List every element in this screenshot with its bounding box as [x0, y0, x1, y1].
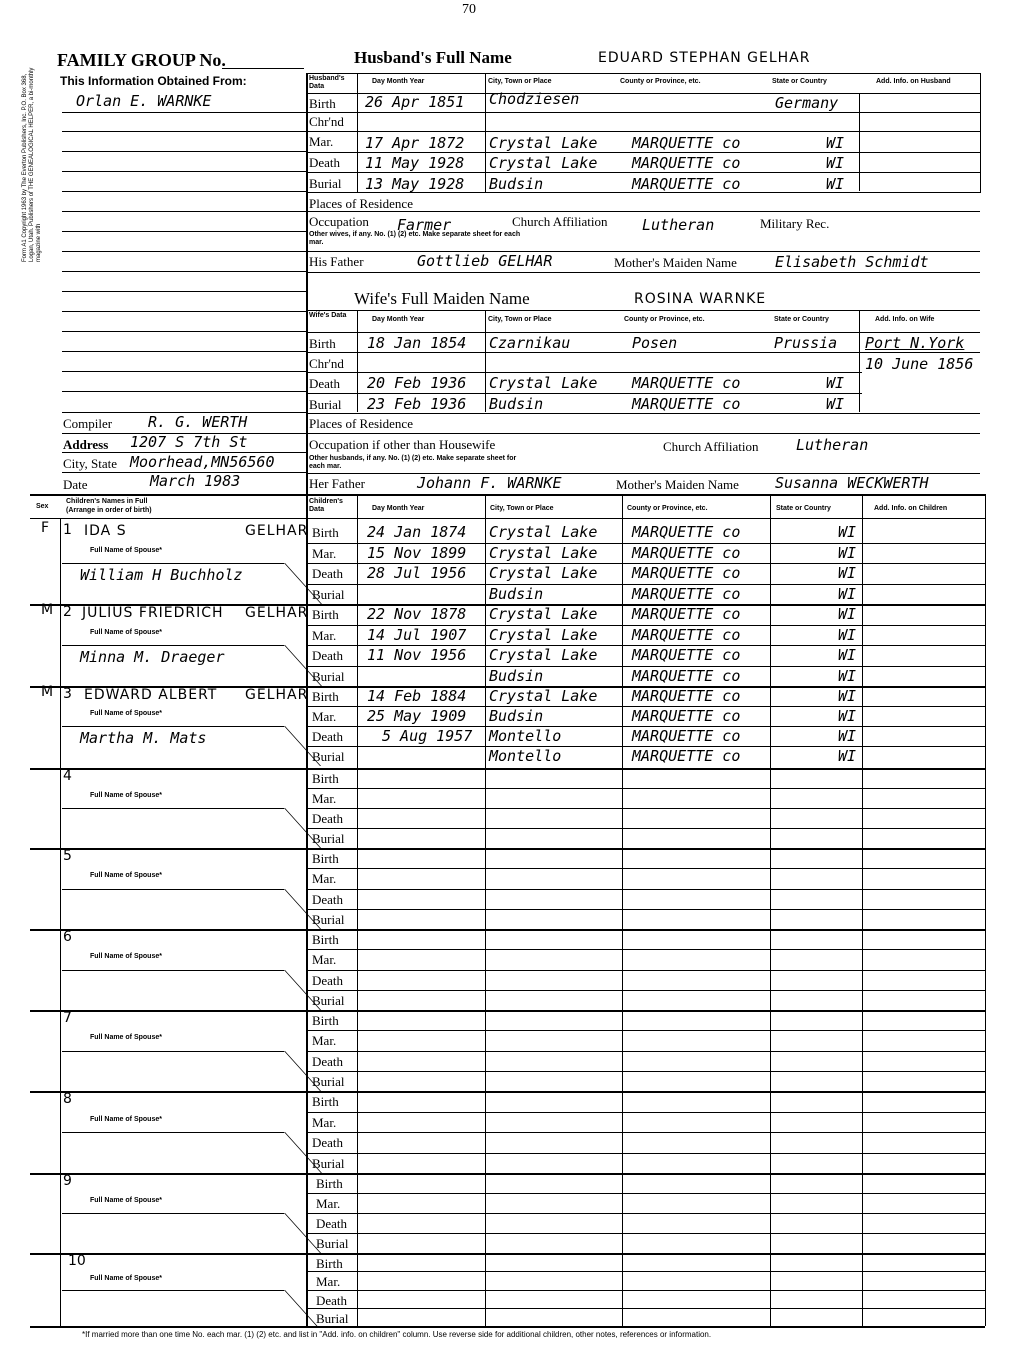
row-label-birth: Birth	[316, 1176, 343, 1191]
spouse-label: Full Name of Spouse*	[90, 872, 162, 880]
event-county: MARQUETTE co	[632, 727, 741, 745]
child-row-line	[306, 1051, 985, 1052]
row-label-burial: Burial	[312, 586, 345, 602]
row-label-burial: Burial	[312, 668, 345, 684]
child-first-name: IDA S	[84, 523, 127, 539]
child-number: 6	[63, 929, 72, 945]
wife-date-col-header: Day Month Year	[372, 316, 425, 323]
spouse-line	[62, 1213, 284, 1214]
row-label-death: Death	[316, 1216, 348, 1231]
child-number: 9	[63, 1173, 72, 1189]
wife-addinfo-col-header: Add. Info. on Wife	[875, 316, 935, 323]
obtained-from-value: Orlan E. WARNKE	[76, 92, 212, 110]
event-state: WI	[838, 687, 857, 705]
spouse-line	[62, 1051, 284, 1052]
row-label-burial: Burial	[312, 1155, 345, 1171]
footnote: *If married more than one time No. each mar. (1) (2) etc. and list in "Add. info. on children" column. Use reverse side for additional children, other notes, references or information.	[82, 1330, 712, 1339]
child-row-line	[306, 1153, 985, 1154]
row-label-death: Death	[312, 729, 344, 744]
husband-mar-city: Crystal Lake	[489, 134, 598, 152]
event-county: MARQUETTE co	[632, 747, 741, 765]
event-date: 22 Nov 1878	[367, 605, 467, 623]
husband-birth-date: 26 Apr 1851	[365, 93, 465, 111]
wife-birth-date: 18 Jan 1854	[367, 334, 467, 352]
event-city: Crystal Lake	[489, 646, 598, 664]
wife-burial-date: 23 Feb 1936	[367, 395, 467, 413]
event-city: Crystal Lake	[489, 605, 598, 623]
row-label-mar: Mar.	[312, 871, 337, 887]
child-row-line	[306, 949, 985, 950]
childrens-data-label: Children's Data	[309, 498, 343, 513]
spouse-label: Full Name of Spouse*	[90, 710, 162, 717]
wife-birth-state: Prussia	[774, 334, 838, 352]
event-city: Budsin	[489, 666, 544, 685]
row-label-death: Death	[312, 648, 344, 663]
child-divider	[30, 768, 985, 770]
obtained-from-label: This Information Obtained From:	[60, 74, 247, 88]
wife-birth-county: Posen	[632, 334, 678, 352]
wife-full-name: ROSINA WARNKE	[634, 291, 767, 307]
event-county: MARQUETTE co	[632, 646, 741, 664]
child-divider	[30, 929, 985, 931]
wife-places-label: Places of Residence	[309, 416, 413, 431]
child-first-name: JULIUS FRIEDRICH	[82, 605, 224, 621]
event-state: WI	[838, 707, 857, 725]
husband-church-label: Church Affiliation	[512, 214, 608, 229]
child-row-line	[306, 889, 985, 890]
husband-death-city: Crystal Lake	[489, 154, 598, 172]
spouse-line	[62, 1290, 284, 1291]
husband-mar-date: 17 Apr 1872	[365, 134, 465, 152]
event-date: 28 Jul 1956	[367, 564, 467, 582]
child-divider	[30, 848, 985, 850]
spouse-line	[62, 726, 284, 727]
event-state: WI	[838, 564, 857, 582]
spouse-label: Full Name of Spouse*	[90, 1197, 162, 1204]
row-label-death: Death	[312, 1135, 344, 1150]
event-city: Crystal Lake	[489, 564, 598, 582]
row-label-burial: Burial	[312, 1073, 345, 1089]
child-divider	[30, 1253, 985, 1255]
child-spouse-name: William H Buchholz	[80, 566, 243, 584]
row-label-mar: Mar.	[312, 545, 337, 561]
event-state: WI	[838, 727, 857, 745]
child-row-line	[306, 970, 985, 971]
row-label-birth: Birth	[312, 689, 339, 704]
row-label-burial: Burial	[316, 1236, 349, 1251]
copyright-side-note: Form A1 Copyright 1963 by The Everton Publishers, Inc. P.O. Box 368, Logan, Utah. Publishers of THE GENEALOGICAL HELPER, a bi-monthly magazine with	[22, 67, 42, 262]
children-names-subheader: (Arrange in order of birth)	[66, 507, 152, 514]
wife-church: Lutheran	[796, 436, 869, 454]
row-label-burial: Burial	[312, 831, 345, 846]
event-state: WI	[838, 584, 857, 603]
child-first-name: EDWARD ALBERT	[84, 687, 218, 703]
husband-state-col-header: State or Country	[772, 78, 827, 85]
event-city: Budsin	[489, 707, 544, 725]
event-state: WI	[838, 523, 857, 541]
husband-birth-city: Chodziesen	[489, 90, 580, 108]
event-state: WI	[838, 747, 857, 765]
child-divider	[30, 1091, 985, 1093]
event-county: MARQUETTE co	[632, 707, 741, 725]
wife-father-label: Her Father	[309, 476, 365, 491]
children-state-col-header: State or Country	[776, 505, 831, 512]
event-city: Budsin	[489, 584, 544, 603]
wife-burial-county: MARQUETTE co	[632, 395, 741, 413]
spouse-label: Full Name of Spouse*	[90, 546, 162, 554]
event-date: 14 Jul 1907	[367, 625, 467, 644]
row-label-birth: Birth	[312, 932, 339, 947]
children-names-header: Children's Names in Full	[66, 498, 148, 505]
row-label-birth: Birth	[312, 851, 339, 866]
wife-name-label: Wife's Full Maiden Name	[354, 289, 530, 308]
row-label-mar: Mar.	[312, 627, 337, 643]
event-county: MARQUETTE co	[632, 687, 741, 705]
child-surname: GELHAR	[245, 605, 309, 621]
event-city: Crystal Lake	[489, 523, 598, 541]
spouse-label: Full Name of Spouse*	[90, 792, 162, 799]
husband-occupation-label: Occupation	[309, 214, 369, 229]
child-spouse-name: Minna M. Draeger	[80, 648, 225, 666]
wife-state-col-header: State or Country	[774, 316, 829, 323]
child-surname: GELHAR	[245, 687, 309, 703]
husband-full-name: EDUARD STEPHAN GELHAR	[598, 50, 811, 66]
row-label-death: Death	[316, 1292, 348, 1308]
child-row-line	[306, 1308, 985, 1309]
row-label-death: Death	[312, 566, 344, 581]
child-divider	[30, 1173, 985, 1175]
wife-burial-city: Budsin	[489, 395, 544, 413]
child-row-line	[306, 1132, 985, 1133]
row-label-mar: Mar.	[312, 791, 337, 806]
spouse-line	[62, 889, 284, 890]
child-row-line	[306, 909, 985, 910]
husband-father: Gottlieb GELHAR	[417, 252, 553, 270]
husband-burial-date: 13 May 1928	[365, 175, 465, 193]
event-state: WI	[838, 543, 857, 562]
child-sex: F	[41, 520, 50, 536]
wife-birth-label: Birth	[309, 336, 336, 351]
wife-father: Johann F. WARNKE	[417, 474, 562, 492]
husband-military-label: Military Rec.	[760, 216, 830, 231]
row-label-burial: Burial	[312, 992, 345, 1008]
husband-mar-county: MARQUETTE co	[632, 134, 741, 152]
husband-county-col-header: County or Province, etc.	[620, 78, 701, 85]
wife-city-col-header: City, Town or Place	[488, 316, 552, 323]
row-label-birth: Birth	[312, 607, 339, 622]
page-number: 70	[462, 2, 476, 17]
child-row-line	[306, 828, 985, 829]
row-label-birth: Birth	[312, 1094, 339, 1109]
child-spouse-name: Martha M. Mats	[80, 729, 207, 747]
child-number: 2	[63, 604, 72, 620]
husband-death-date: 11 May 1928	[365, 154, 465, 172]
wife-other-husbands-label: Other husbands, if any. No. (1) (2) etc. Make separate sheet for each mar.	[309, 455, 517, 470]
event-date: 15 Nov 1899	[367, 543, 467, 562]
child-sex: M	[41, 684, 54, 700]
wife-add-info-date: 10 June 1856	[865, 355, 974, 373]
event-city: Crystal Lake	[489, 625, 598, 644]
city-state-value: Moorhead,MN56560	[130, 453, 275, 471]
child-number: 1	[63, 522, 72, 538]
child-divider	[30, 1010, 985, 1012]
spouse-label: Full Name of Spouse*	[90, 628, 162, 636]
address-label: Address	[63, 437, 109, 452]
husband-mother-label: Mother's Maiden Name	[614, 255, 737, 270]
row-label-death: Death	[312, 891, 344, 907]
spouse-line	[62, 808, 284, 809]
wife-burial-state: WI	[826, 395, 845, 413]
wife-occupation-label: Occupation if other than Housewife	[309, 437, 496, 452]
wife-add-info-port: Port N.York	[865, 334, 965, 352]
child-row-line	[306, 1193, 985, 1194]
event-date: 5 Aug 1957	[382, 727, 473, 745]
event-county: MARQUETTE co	[632, 523, 741, 541]
husband-addinfo-col-header: Add. Info. on Husband	[876, 78, 951, 85]
child-row-line	[306, 788, 985, 789]
husband-chr-label: Chr'nd	[309, 114, 344, 129]
row-label-mar: Mar.	[312, 1033, 337, 1049]
husbands-data-label: Husband's Data	[309, 75, 345, 90]
row-label-birth: Birth	[312, 525, 339, 540]
wife-mother: Susanna WECKWERTH	[775, 474, 929, 492]
husband-birth-label: Birth	[309, 96, 336, 111]
spouse-label: Full Name of Spouse*	[90, 1275, 162, 1283]
child-row-line	[306, 808, 985, 809]
child-row-line	[306, 1030, 985, 1031]
child-surname: GELHAR	[245, 523, 309, 539]
event-state: WI	[838, 666, 857, 685]
child-row-line	[306, 1290, 985, 1291]
row-label-birth: Birth	[312, 1013, 339, 1028]
address-value: 1207 S 7th St	[130, 433, 248, 451]
row-label-birth: Birth	[312, 771, 339, 786]
husband-city-col-header: City, Town or Place	[488, 78, 552, 85]
row-label-mar: Mar.	[312, 709, 337, 724]
wife-county-col-header: County or Province, etc.	[624, 316, 705, 323]
spouse-label: Full Name of Spouse*	[90, 1034, 162, 1042]
row-label-death: Death	[312, 811, 344, 826]
event-date: 25 May 1909	[367, 707, 467, 725]
child-row-line	[306, 1071, 985, 1072]
wife-death-label: Death	[309, 376, 341, 391]
spouse-line	[62, 563, 284, 564]
wife-death-city: Crystal Lake	[489, 374, 598, 392]
child-number: 4	[63, 768, 72, 784]
husband-mar-state: WI	[826, 134, 845, 152]
child-row-line	[306, 1233, 985, 1234]
husband-burial-county: MARQUETTE co	[632, 175, 741, 193]
wife-church-label: Church Affiliation	[663, 439, 759, 454]
husband-burial-state: WI	[826, 175, 845, 193]
husband-father-label: His Father	[309, 254, 364, 269]
event-city: Crystal Lake	[489, 543, 598, 562]
husband-occupation: Farmer	[397, 216, 452, 234]
row-label-burial: Burial	[312, 911, 345, 927]
child-number: 5	[63, 848, 72, 864]
event-city: Montello	[489, 727, 562, 745]
row-label-death: Death	[312, 1053, 344, 1069]
event-county: MARQUETTE co	[632, 605, 741, 623]
event-county: MARQUETTE co	[632, 543, 741, 562]
wife-death-state: WI	[826, 374, 845, 392]
husband-death-county: MARQUETTE co	[632, 154, 741, 172]
child-number: 10	[68, 1253, 86, 1269]
event-state: WI	[838, 605, 857, 623]
child-row-line	[306, 868, 985, 869]
compiler-value: R. G. WERTH	[148, 413, 248, 431]
event-date: 24 Jan 1874	[367, 523, 467, 541]
children-county-col-header: County or Province, etc.	[627, 505, 708, 512]
husband-places-label: Places of Residence	[309, 196, 413, 211]
event-county: MARQUETTE co	[632, 625, 741, 644]
family-group-label: FAMILY GROUP No.	[57, 50, 226, 70]
compiler-label: Compiler	[63, 416, 113, 431]
event-state: WI	[838, 646, 857, 664]
child-number: 8	[63, 1091, 72, 1107]
wifes-data-label: Wife's Data	[309, 312, 347, 319]
child-number: 3	[63, 686, 72, 702]
husband-death-state: WI	[826, 154, 845, 172]
row-label-mar: Mar.	[312, 952, 337, 968]
row-label-mar: Mar.	[312, 1114, 337, 1130]
event-city: Montello	[489, 747, 562, 765]
husband-burial-city: Budsin	[489, 175, 544, 193]
wife-burial-label: Burial	[309, 397, 342, 412]
husband-other-wives-label: Other wives, if any. No. (1) (2) etc. Make separate sheet for each mar.	[309, 231, 521, 246]
husband-name-label: Husband's Full Name	[354, 48, 512, 67]
child-row-line	[306, 1213, 985, 1214]
spouse-line	[62, 970, 284, 971]
wife-death-date: 20 Feb 1936	[367, 374, 467, 392]
date-label: Date	[63, 477, 88, 492]
row-label-burial: Burial	[316, 1310, 349, 1326]
event-date: 11 Nov 1956	[367, 646, 467, 664]
child-sex: M	[41, 602, 54, 618]
wife-death-county: MARQUETTE co	[632, 374, 741, 392]
children-date-col-header: Day Month Year	[372, 505, 425, 512]
children-bottom-line	[30, 1326, 985, 1328]
husband-date-col-header: Day Month Year	[372, 78, 425, 85]
spouse-label: Full Name of Spouse*	[90, 953, 162, 961]
child-row-line	[306, 990, 985, 991]
wife-birth-city: Czarnikau	[489, 334, 571, 352]
wife-chr-label: Chr'nd	[309, 356, 344, 371]
event-state: WI	[838, 625, 857, 644]
spouse-label: Full Name of Spouse*	[90, 1115, 162, 1123]
spouse-line	[62, 1132, 284, 1133]
event-date: 14 Feb 1884	[367, 687, 467, 705]
husband-birth-state: Germany	[775, 94, 839, 112]
row-label-death: Death	[312, 972, 344, 988]
row-label-mar: Mar.	[316, 1274, 341, 1290]
row-label-birth: Birth	[316, 1256, 343, 1271]
event-county: MARQUETTE co	[632, 666, 741, 685]
husband-mother: Elisabeth Schmidt	[775, 253, 929, 271]
husband-burial-label: Burial	[309, 176, 342, 191]
city-state-label: City, State	[63, 456, 118, 471]
sex-col-header: Sex	[36, 503, 49, 510]
child-row-line	[306, 1271, 985, 1272]
child-number: 7	[63, 1010, 72, 1026]
spouse-line	[62, 645, 284, 646]
event-city: Crystal Lake	[489, 687, 598, 705]
child-row-line	[306, 1112, 985, 1113]
wife-mother-label: Mother's Maiden Name	[616, 477, 739, 492]
children-addinfo-col-header: Add. Info. on Children	[874, 505, 948, 512]
event-county: MARQUETTE co	[632, 584, 741, 603]
husband-church: Lutheran	[642, 216, 715, 234]
husband-mar-label: Mar.	[309, 134, 334, 149]
row-label-mar: Mar.	[316, 1196, 341, 1211]
husband-death-label: Death	[309, 155, 341, 170]
row-label-burial: Burial	[312, 749, 345, 764]
event-county: MARQUETTE co	[632, 564, 741, 582]
children-city-col-header: City, Town or Place	[490, 505, 554, 512]
date-value: March 1983	[150, 472, 241, 490]
